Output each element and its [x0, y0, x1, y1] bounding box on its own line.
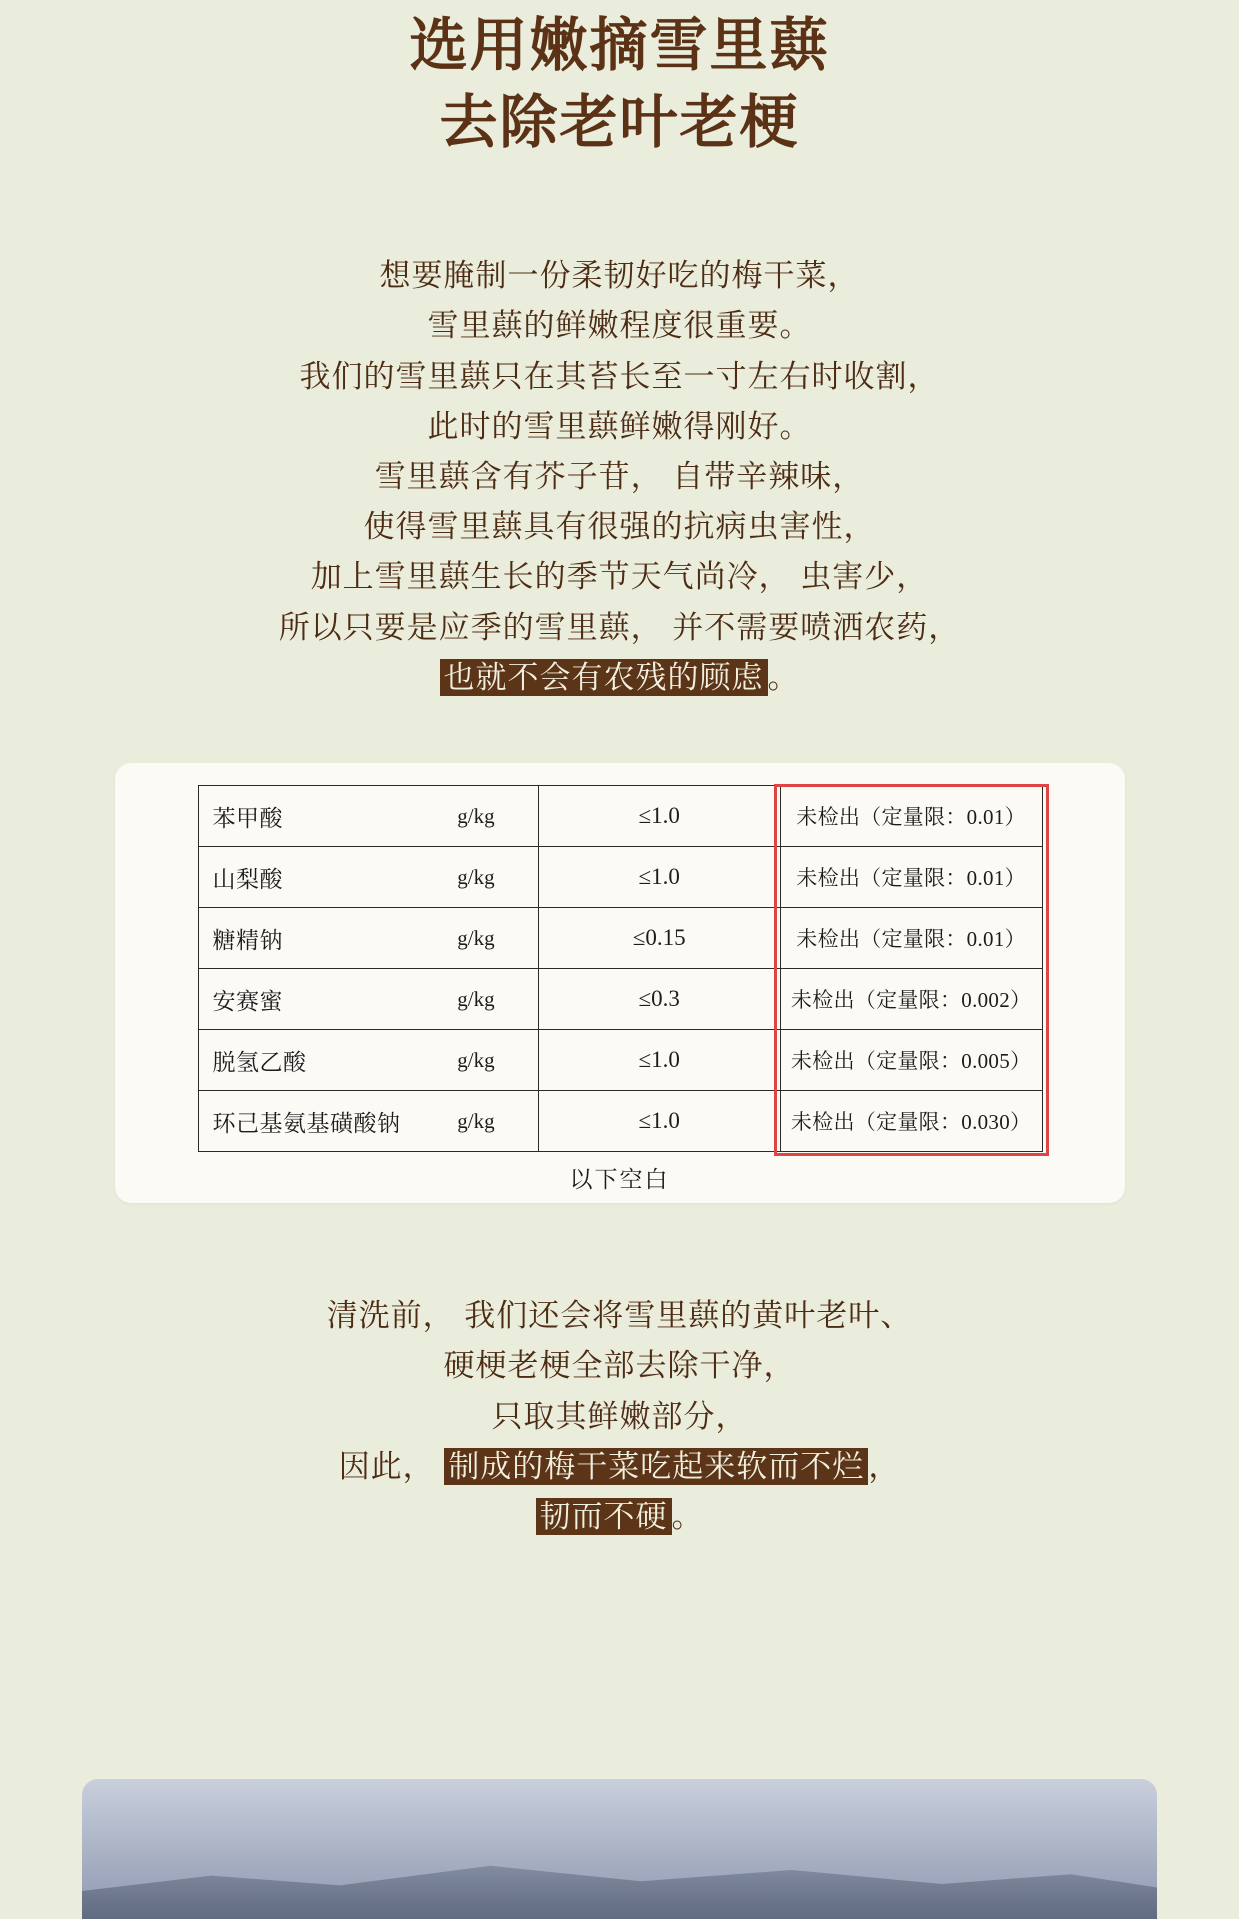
intro-line: 所以只要是应季的雪里蕻， 并不需要喷洒农药， — [278, 609, 961, 645]
highlight-text: 制成的梅干菜吃起来软而不烂 — [444, 1448, 868, 1485]
page-title-line-1: 选用嫩摘雪里蕻 — [409, 13, 830, 78]
closing-prefix: 因此， — [338, 1448, 435, 1484]
cell-limit: ≤1.0 — [538, 1030, 780, 1091]
cell-item: 糖精钠 — [198, 908, 414, 969]
cell-result: 未检出（定量限：0.01） — [780, 786, 1042, 847]
cell-limit: ≤0.15 — [538, 908, 780, 969]
intro-line: 使得雪里蕻具有很强的抗病虫害性， — [363, 509, 876, 545]
cell-unit: g/kg — [414, 1091, 538, 1152]
report-footnote: 以下空白 — [569, 1167, 670, 1193]
cell-unit: g/kg — [414, 786, 538, 847]
cell-result: 未检出（定量限：0.01） — [780, 908, 1042, 969]
page-title-line-2: 去除老叶老梗 — [439, 89, 800, 155]
intro-line: 此时的雪里蕻鲜嫩得刚好。 — [427, 408, 812, 444]
cell-limit: ≤1.0 — [538, 786, 780, 847]
cell-limit: ≤1.0 — [538, 1091, 780, 1152]
closing-line: 只取其鲜嫩部分， — [491, 1398, 748, 1434]
intro-line: 雪里蕻含有芥子苷， 自带辛辣味， — [374, 458, 865, 494]
cell-result: 未检出（定量限：0.002） — [780, 969, 1042, 1030]
intro-line-highlighted — [0, 653, 1239, 703]
closing-line-highlighted — [0, 1442, 1239, 1492]
cell-result: 未检出（定量限：0.030） — [780, 1091, 1042, 1152]
table-row — [198, 908, 1042, 969]
closing-line: 硬梗老梗全部去除干净， — [443, 1348, 796, 1384]
highlight-suffix: 。 — [767, 659, 800, 695]
closing-line-highlighted-2 — [0, 1492, 1239, 1542]
cell-item: 脱氢乙酸 — [198, 1030, 414, 1091]
closing-suffix: ， — [868, 1448, 901, 1484]
table-row — [198, 1091, 1042, 1152]
intro-line: 加上雪里蕻生长的季节天气尚冷， 虫害少， — [310, 559, 929, 595]
cell-limit: ≤0.3 — [538, 969, 780, 1030]
cell-unit: g/kg — [414, 908, 538, 969]
intro-line: 想要腌制一份柔韧好吃的梅干菜， — [379, 258, 860, 294]
cell-result: 未检出（定量限：0.005） — [780, 1030, 1042, 1091]
table-row — [198, 786, 1042, 847]
table-row — [198, 847, 1042, 908]
intro-line: 我们的雪里蕻只在其苔长至一寸左右时收割， — [299, 358, 940, 394]
lab-report-card — [115, 763, 1125, 1203]
closing-suffix-2: 。 — [671, 1498, 704, 1534]
cell-unit: g/kg — [414, 969, 538, 1030]
table-row — [198, 1030, 1042, 1091]
cell-unit: g/kg — [414, 847, 538, 908]
bottom-photo — [82, 1779, 1157, 1919]
cell-item: 环己基氨基磺酸钠 — [198, 1091, 414, 1152]
cell-unit: g/kg — [414, 1030, 538, 1091]
table-row — [198, 969, 1042, 1030]
intro-line: 雪里蕻的鲜嫩程度很重要。 — [427, 308, 812, 344]
cell-item: 苯甲酸 — [198, 786, 414, 847]
cell-item: 山梨酸 — [198, 847, 414, 908]
lab-report-table — [198, 785, 1043, 1152]
closing-paragraph — [0, 1291, 1239, 1542]
cell-limit: ≤1.0 — [538, 847, 780, 908]
cell-result: 未检出（定量限：0.01） — [780, 847, 1042, 908]
cell-item: 安赛蜜 — [198, 969, 414, 1030]
closing-line: 清洗前， 我们还会将雪里蕻的黄叶老叶、 — [326, 1298, 913, 1334]
page-title — [0, 0, 1239, 161]
intro-paragraph — [0, 251, 1239, 703]
highlight-text: 韧而不硬 — [536, 1498, 672, 1535]
highlight-text: 也就不会有农残的顾虑 — [440, 659, 768, 696]
mountain-ridge-shape — [82, 1849, 1157, 1919]
